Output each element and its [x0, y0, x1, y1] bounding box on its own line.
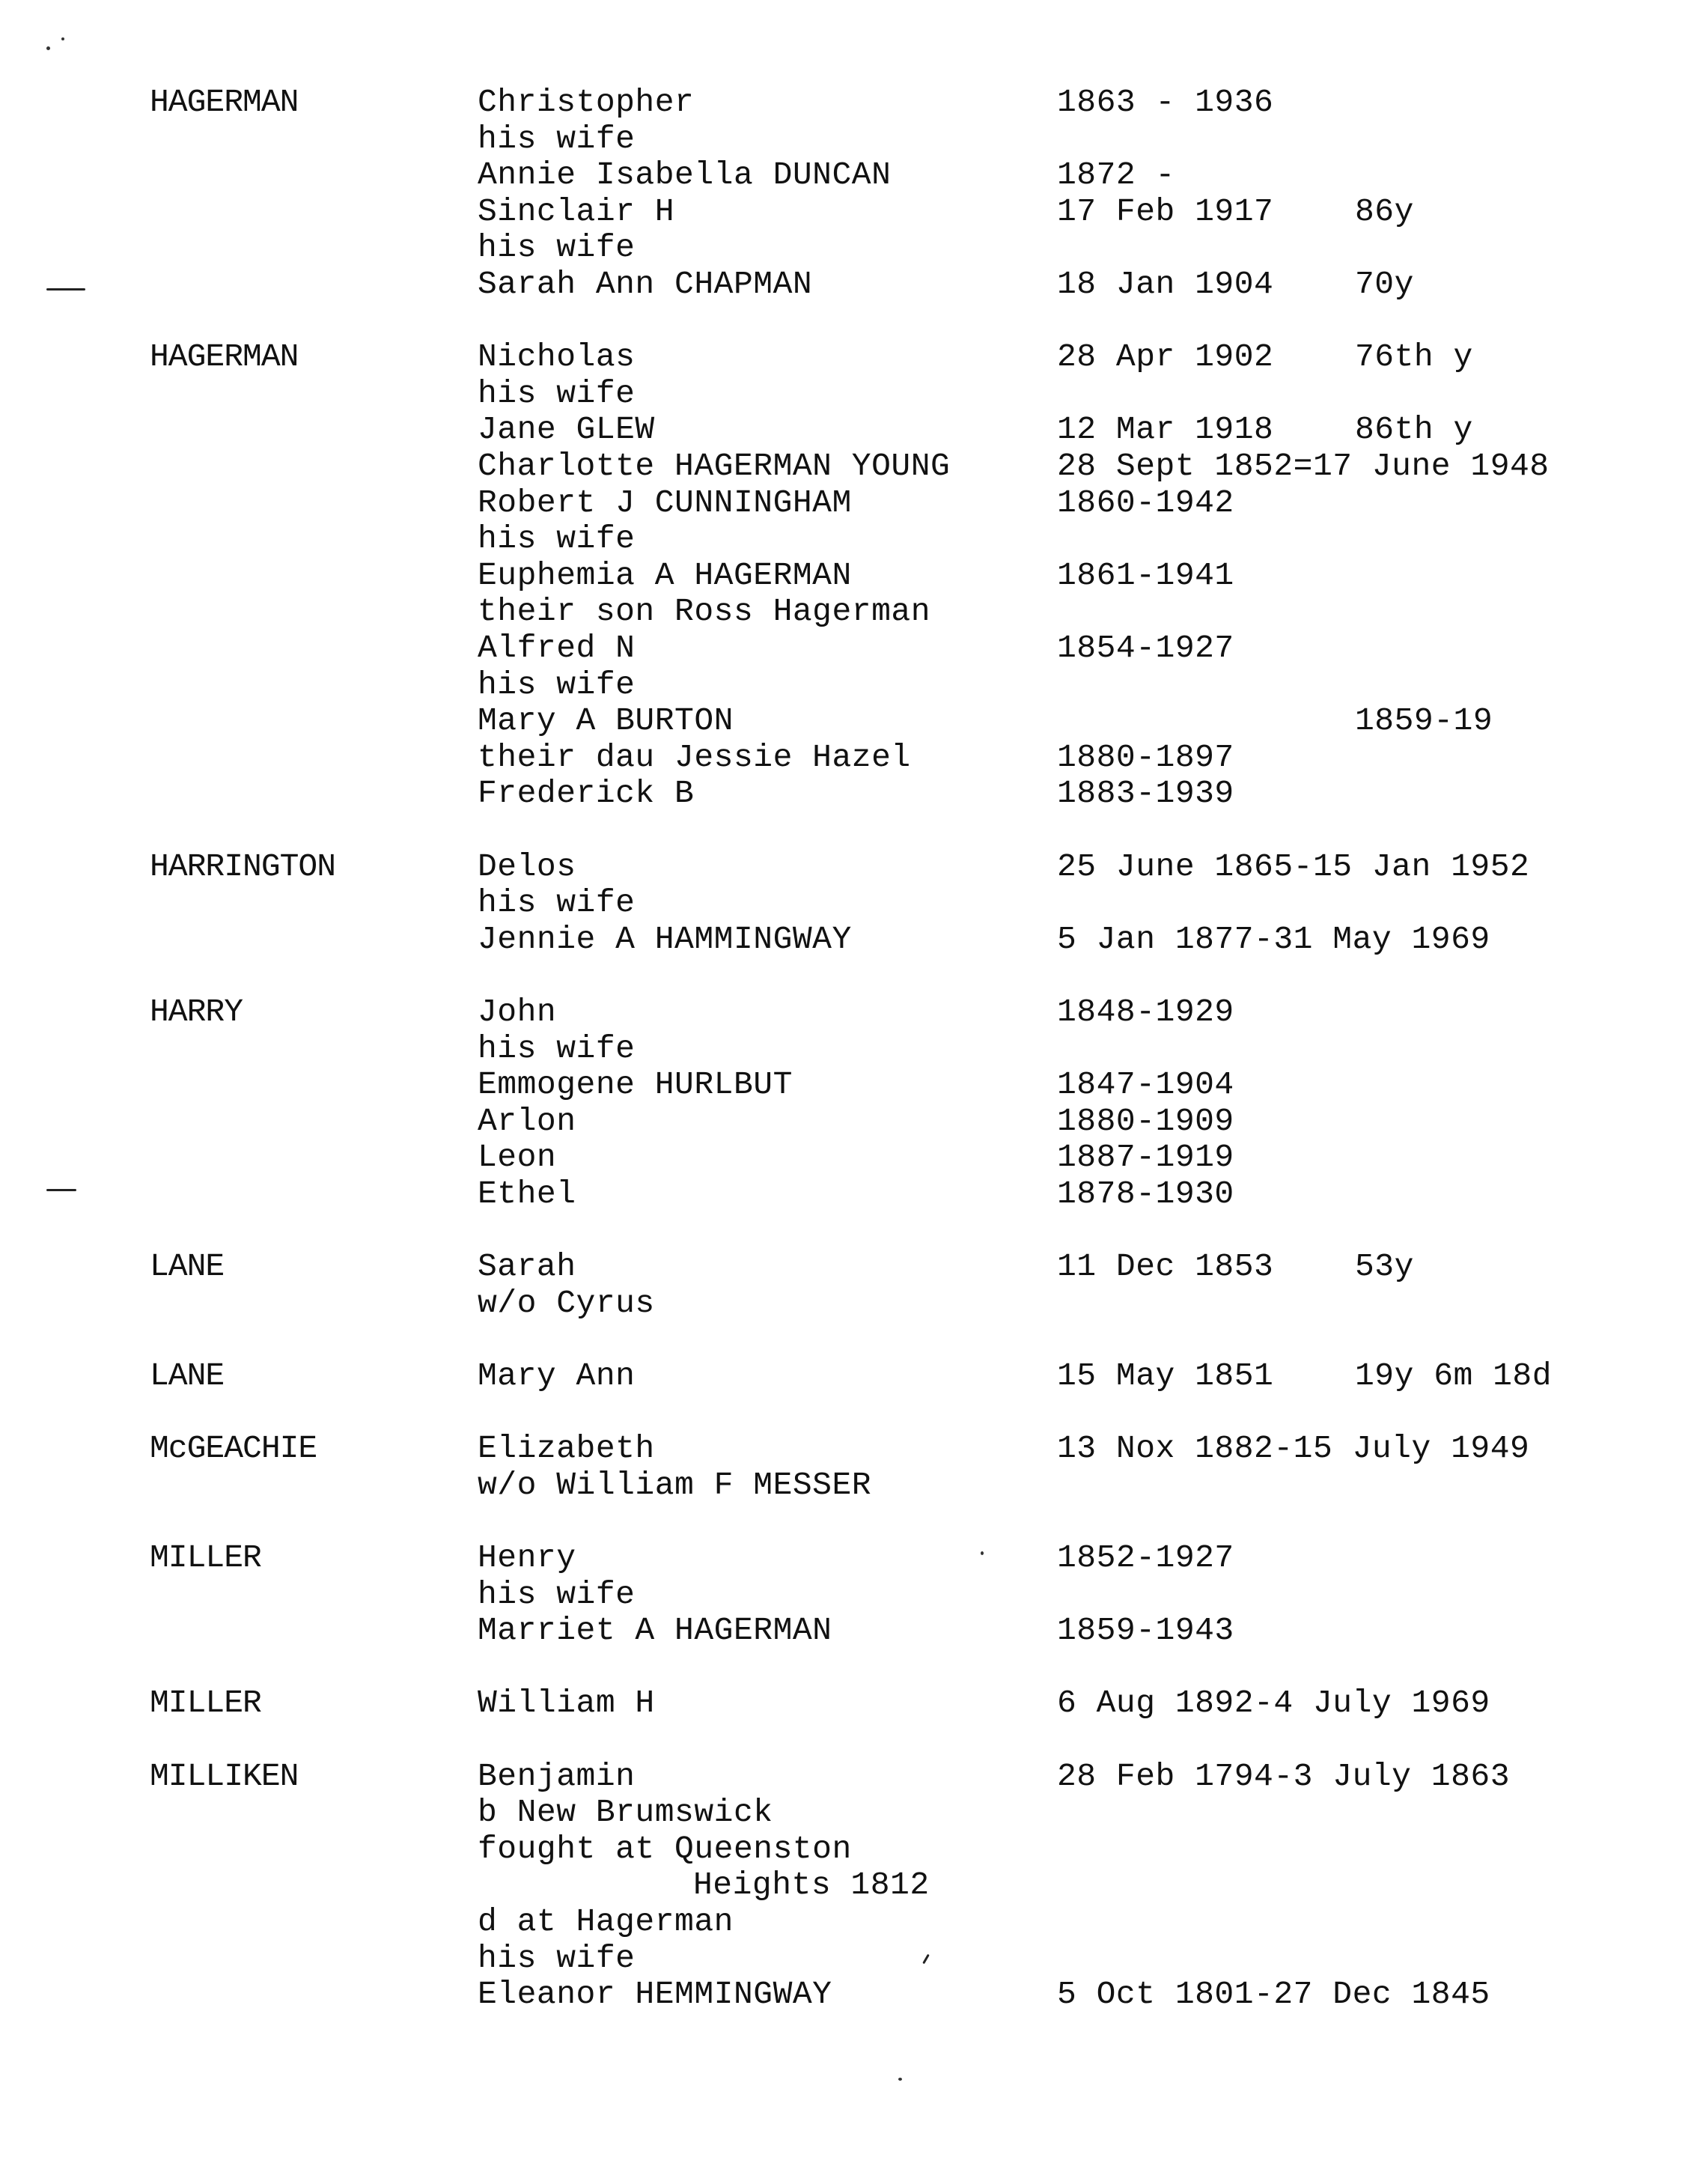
- surname: MILLIKEN: [150, 1757, 299, 1795]
- date-range: 1880-1909: [1057, 1102, 1234, 1140]
- surname: LANE: [150, 1357, 225, 1394]
- age-at-death: 76th y: [1355, 338, 1473, 376]
- given-name: Annie Isabella DUNCAN: [478, 156, 892, 194]
- scan-mark: [46, 1189, 76, 1191]
- given-name: Benjamin: [478, 1757, 636, 1795]
- scan-speck: [898, 2078, 902, 2081]
- date-range: 1859-19: [1355, 702, 1493, 740]
- given-name: Leon: [478, 1139, 557, 1176]
- given-name: Jennie A HAMMINGWAY: [478, 920, 852, 958]
- given-name: his wife: [478, 120, 636, 157]
- given-name: Robert J CUNNINGHAM: [478, 484, 852, 521]
- given-name: Jane GLEW: [478, 411, 655, 448]
- date-range: 5 Oct 1801-27 Dec 1845: [1057, 1976, 1490, 2013]
- given-name: his wife: [478, 520, 636, 558]
- surname: HARRINGTON: [150, 848, 336, 885]
- surname: MILLER: [150, 1539, 261, 1576]
- scan-mark: [922, 1954, 930, 1965]
- given-name: their son Ross Hagerman: [478, 593, 930, 630]
- date-range: 18 Jan 1904: [1057, 266, 1274, 302]
- surname: LANE: [150, 1248, 225, 1286]
- given-name: Emmogene HURLBUT: [478, 1066, 793, 1104]
- date-range: 12 Mar 1918: [1057, 411, 1274, 448]
- given-name: Sarah Ann CHAPMAN: [478, 266, 813, 302]
- surname: HAGERMAN: [150, 338, 299, 376]
- given-name: Alfred N: [478, 630, 636, 666]
- given-name: b New Brumswick: [478, 1794, 773, 1831]
- given-name: Heights 1812: [693, 1867, 930, 1904]
- given-name: John: [478, 994, 557, 1030]
- date-range: 1880-1897: [1057, 738, 1234, 776]
- given-name: Frederick B: [478, 775, 695, 812]
- surname: HAGERMAN: [150, 84, 299, 121]
- given-name: w/o Cyrus: [478, 1284, 655, 1321]
- date-range: 17 Feb 1917: [1057, 192, 1274, 230]
- age-at-death: 86th y: [1355, 411, 1473, 448]
- given-name: his wife: [478, 1575, 636, 1613]
- given-name: his wife: [478, 666, 636, 703]
- given-name: Sinclair H: [478, 192, 675, 230]
- date-range: 1872 -: [1057, 156, 1175, 194]
- age-at-death: 19y 6m 18d: [1355, 1357, 1553, 1394]
- given-name: Elizabeth: [478, 1430, 655, 1467]
- date-range: 25 June 1865-15 Jan 1952: [1057, 848, 1530, 885]
- given-name: Mary A BURTON: [478, 702, 734, 740]
- date-range: 1854-1927: [1057, 630, 1234, 666]
- date-range: 5 Jan 1877-31 May 1969: [1057, 920, 1490, 958]
- given-name: Ethel: [478, 1175, 576, 1212]
- date-range: 1887-1919: [1057, 1139, 1234, 1176]
- date-range: 28 Apr 1902: [1057, 338, 1274, 376]
- given-name: w/o William F MESSER: [478, 1466, 872, 1503]
- given-name: Mary Ann: [478, 1357, 636, 1394]
- given-name: their dau Jessie Hazel: [478, 738, 911, 776]
- date-range: 1852-1927: [1057, 1539, 1234, 1576]
- age-at-death: 53y: [1355, 1248, 1414, 1286]
- given-name: his wife: [478, 229, 636, 267]
- date-range: 1861-1941: [1057, 556, 1234, 594]
- scan-speck: [61, 37, 64, 40]
- given-name: Christopher: [478, 84, 695, 121]
- date-range: 28 Feb 1794-3 July 1863: [1057, 1757, 1510, 1795]
- surname: MILLER: [150, 1685, 261, 1722]
- given-name: fought at Queenston: [478, 1830, 852, 1867]
- given-name: his wife: [478, 1029, 636, 1067]
- date-range: 28 Sept 1852=17 June 1948: [1057, 448, 1550, 484]
- given-name: Henry: [478, 1539, 576, 1576]
- age-at-death: 86y: [1355, 192, 1414, 230]
- date-range: 13 Nox 1882-15 July 1949: [1057, 1430, 1530, 1467]
- given-name: Euphemia A HAGERMAN: [478, 556, 852, 594]
- surname: McGEACHIE: [150, 1430, 317, 1467]
- date-range: 11 Dec 1853: [1057, 1248, 1274, 1286]
- scan-speck: [46, 46, 50, 50]
- date-range: 1878-1930: [1057, 1175, 1234, 1212]
- given-name: Marriet A HAGERMAN: [478, 1612, 832, 1649]
- given-name: Sarah: [478, 1248, 576, 1286]
- given-name: Nicholas: [478, 338, 636, 376]
- date-range: 1863 - 1936: [1057, 84, 1274, 121]
- date-range: 15 May 1851: [1057, 1357, 1274, 1394]
- given-name: his wife: [478, 884, 636, 922]
- age-at-death: 70y: [1355, 266, 1414, 302]
- scan-mark: [46, 288, 85, 291]
- date-range: 1847-1904: [1057, 1066, 1234, 1104]
- surname: HARRY: [150, 994, 243, 1030]
- given-name: Delos: [478, 848, 576, 885]
- given-name: d at Hagerman: [478, 1903, 734, 1940]
- date-range: 1860-1942: [1057, 484, 1234, 521]
- date-range: 6 Aug 1892-4 July 1969: [1057, 1685, 1490, 1722]
- given-name: Arlon: [478, 1102, 576, 1140]
- given-name: Eleanor HEMMINGWAY: [478, 1976, 832, 2013]
- date-range: 1848-1929: [1057, 994, 1234, 1030]
- given-name: his wife: [478, 1939, 636, 1977]
- date-range: 1859-1943: [1057, 1612, 1234, 1649]
- given-name: his wife: [478, 374, 636, 412]
- scan-speck: [981, 1551, 984, 1555]
- given-name: Charlotte HAGERMAN YOUNG: [478, 448, 951, 484]
- given-name: William H: [478, 1685, 655, 1722]
- date-range: 1883-1939: [1057, 775, 1234, 812]
